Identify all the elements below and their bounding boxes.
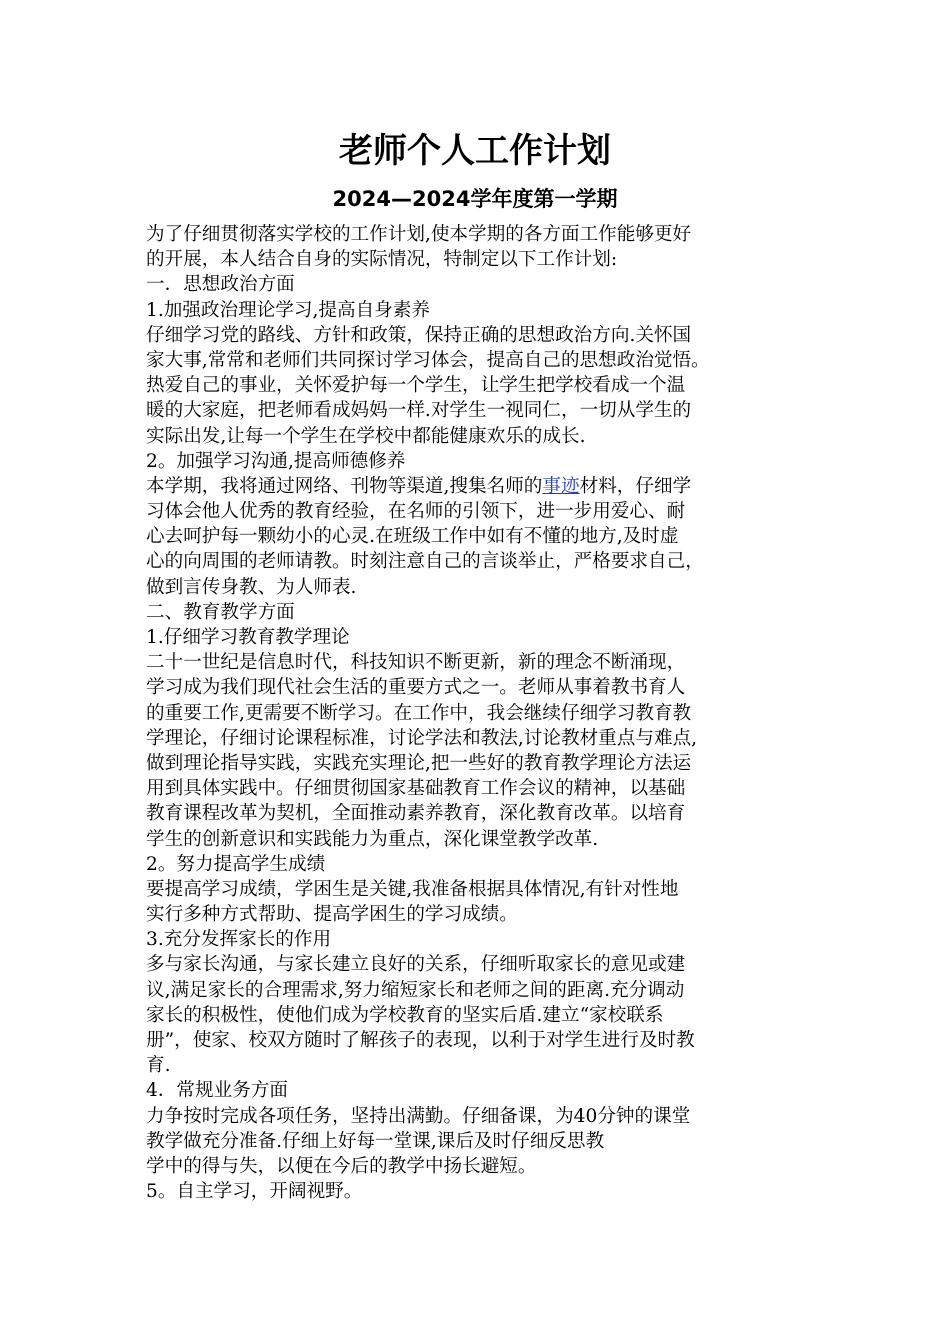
text-line: 一．思想政治方面 (146, 274, 295, 296)
text-line: 2。加强学习沟通,提高师德修养 (146, 450, 406, 472)
text-line: 学理论，仔细讨论课程标准，讨论学法和教法,讨论教材重点与难点, (146, 727, 698, 749)
text-line: 实际出发,让每一个学生在学校中都能健康欢乐的成长. (146, 425, 586, 447)
text-line: 二十一世纪是信息时代，科技知识不断更新，新的理念不断涌现， (146, 652, 686, 674)
text-segment: 本学期，我将通过网络、刊物等渠道,搜集名师的 (146, 475, 543, 497)
text-segment: 材料，仔细学 (579, 475, 692, 497)
text-line: 多与家长沟通，与家长建立良好的关系，仔细听取家长的意见或建 (146, 954, 686, 976)
text-line: 心的向周围的老师请教。时刻注意自己的言谈举止，严格要求自己， (146, 551, 704, 573)
text-line: 家大事,常常和老师们共同探讨学习体会，提高自己的思想政治觉悟。 (146, 349, 710, 371)
text-line: 4．常规业务方面 (146, 1080, 288, 1102)
text-line: 做到言传身教、为人师表. (146, 576, 357, 598)
text-line: 的开展，本人结合自身的实际情况，特制定以下工作计划: (146, 249, 618, 271)
text-line: 学中的得与失，以便在今后的教学中扬长避短。 (146, 1155, 537, 1177)
text-line: 心去呵护每一颗幼小的心灵.在班级工作中如有不懂的地方,及时虚 (146, 526, 679, 548)
text-line: 要提高学习成绩，学困生是关键,我准备根据具体情况,有针对性地 (146, 878, 679, 900)
text-line: 5。自主学习，开阔视野。 (146, 1181, 363, 1203)
text-line: 3.充分发挥家长的作用 (146, 929, 332, 951)
text-line: 热爱自己的事业，关怀爱护每一个学生，让学生把学校看成一个温 (146, 375, 686, 397)
text-line: 暖的大家庭，把老师看成妈妈一样.对学生一视同仁，一切从学生的 (146, 400, 692, 422)
text-line: 力争按时完成各项任务，坚持出满勤。仔细备课，为40分钟的课堂 (146, 1105, 691, 1127)
text-line: 实行多种方式帮助、提高学困生的学习成绩。 (146, 904, 518, 926)
page-subtitle: 2024—2024学年度第一学期 (332, 187, 618, 211)
text-line: 为了仔细贯彻落实学校的工作计划,使本学期的各方面工作能够更好 (146, 224, 692, 245)
text-line: 教育课程改革为契机，全面推动素养教育，深化教育改革。以培育 (146, 803, 686, 825)
text-line: 2。努力提高学生成绩 (146, 853, 326, 875)
text-line: 1.加强政治理论学习,提高自身素养 (146, 299, 430, 321)
text-line: 用到具体实践中。仔细贯彻国家基础教育工作会议的精神，以基础 (146, 778, 686, 800)
text-line: 学生的创新意识和实践能力为重点，深化课堂教学改革. (146, 828, 599, 850)
body-text (146, 222, 816, 1204)
text-line: 1.仔细学习教育教学理论 (146, 627, 350, 648)
text-line: 学习成为我们现代社会生活的重要方式之一。老师从事着教书育人 (146, 677, 686, 699)
text-line: 的重要工作,更需要不断学习。在工作中，我会继续仔细学习教育教 (146, 702, 692, 724)
text-line: 育. (146, 1055, 171, 1077)
text-line: 二、教育教学方面 (146, 601, 295, 623)
text-line: 做到理论指导实践，实践充实理论,把一些好的教育教学理论方法运 (146, 752, 692, 774)
page-title: 老师个人工作计划 (339, 131, 611, 171)
text-line: 教学做充分准备.仔细上好每一堂课,课后及时仔细反思教 (146, 1130, 605, 1152)
text-line: 仔细学习党的路线、方针和政策，保持正确的思想政治方向.关怀国 (146, 324, 692, 346)
text-line: 册”，使家、校双方随时了解孩子的表现，以利于对学生进行及时教 (146, 1030, 695, 1051)
text-line: 议,满足家长的合理需求,努力缩短家长和老师之间的距离.充分调动 (146, 979, 685, 1001)
text-line: 习体会他人优秀的教育经验，在名师的引领下，进一步用爱心、耐 (146, 501, 686, 523)
text-line (146, 474, 816, 499)
text-line: 家长的积极性，使他们成为学校教育的坚实后盾.建立“家校联系 (146, 1004, 664, 1026)
deeds-link[interactable]: 事迹 (542, 475, 580, 497)
